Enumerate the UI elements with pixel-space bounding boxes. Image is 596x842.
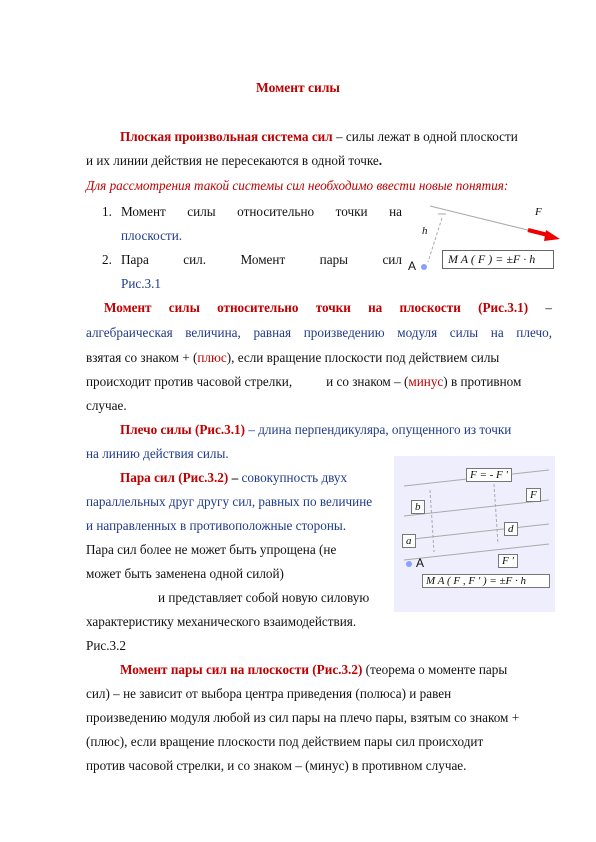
force-line-3 [404,524,549,540]
point-a-label: A [408,259,417,273]
equality-label: F = - F ' [466,468,512,482]
figure-3-1 [402,200,562,280]
paragraph-3-line-2: на линию действия силы. [86,446,229,461]
force-line-4 [404,544,549,560]
force-label-f: F [526,488,541,502]
list-word: сил [382,252,402,267]
term-word: на [368,300,383,315]
list-word: Момент [240,252,286,267]
text-segment: – длина перпендикуляра, опущенного из точки [245,422,512,437]
term-word: плоскости [399,300,461,315]
label-a-lower: a [402,534,416,548]
point-a-dot [421,264,427,270]
paragraph-1-text-2: и их линии действия не пересекаются в одной точке [86,153,379,168]
point-a-dot [406,561,412,567]
figure-3-2 [394,456,555,612]
page-title: Момент силы [256,80,340,95]
paragraph-5-line-5: против часовой стрелки, и со знаком – (минус) в противном случае. [86,758,467,773]
term-word: силы [168,300,200,315]
paragraph-1-line-1 [120,129,518,145]
moment-formula-1: M A ( F ) = ±F · h [442,250,554,269]
paragraph-4-line-4: Пара сил более не может быть упрощена (не [86,542,337,557]
force-arrow-head [544,230,560,241]
paragraph-4-line-8: Рис.3.2 [86,638,127,653]
plus-word: плюс [197,350,227,365]
paragraph-1-period: . [378,153,383,168]
lever-arm-line [428,218,442,262]
paragraph-4-line-7: характеристику механического взаимодействия. [86,614,357,629]
minus-word: минус [408,374,444,389]
paragraph-3-line-1 [120,422,511,438]
list-item-1-line-2: плоскости. [121,228,183,243]
label-b: b [411,500,425,514]
paragraph-4-line-5: может быть заменена одной силой) [86,566,284,581]
term-lever-arm: Плечо силы (Рис.3.1) [120,422,246,437]
force-label-f-prime: F ' [498,554,518,568]
dash: – [228,470,242,485]
label-d: d [504,522,518,536]
paragraph-2-line-2: алгебраическая величина, равная произведению модуля силы на плечо, [86,325,552,340]
term-word: точки [315,300,351,315]
text-segment: и со знаком – ( [326,374,409,389]
list-word: на [389,204,402,219]
paragraph-4-line-3: и направленных в противоположные стороны. [86,518,347,533]
list-word: относительно [237,204,315,219]
paragraph-5-line-1 [120,662,507,678]
text-segment: взятая со знаком + ( [86,350,198,365]
paragraph-2-line-5: случае. [86,398,127,413]
list-item-1-number: 1. [102,204,112,219]
list-word: сил. [183,252,207,267]
paragraph-2-line-3 [86,350,552,366]
paragraph-5-line-2: сил) – не зависит от выбора центра приведения (полюса) и равен [86,686,452,701]
moment-formula-2: M A ( F , F ' ) = ±F · h [422,574,550,588]
point-a-label: A [416,556,425,570]
list-word: Пара [121,252,149,267]
list-item-1-line-1 [121,204,402,220]
dash: – [545,300,552,315]
paragraph-5-line-3: произведению модуля любой из сил пары на плечо пары, взятым со знаком + [86,710,520,725]
list-item-2-line-2: Рис.3.1 [121,276,162,291]
paragraph-4-line-1 [120,470,347,486]
list-word: Момент [121,204,166,219]
perp-line-2 [494,484,498,544]
term-plane-system: Плоская произвольная система сил [120,129,333,144]
text-segment: ), если вращение плоскости под действием силы [226,350,500,365]
list-item-2-number: 2. [102,252,112,267]
paragraph-4-line-6: и представляет собой новую силовую [158,590,370,605]
list-item-2-line-1 [121,252,402,268]
list-word: пары [319,252,349,267]
text-segment: совокупность двух [241,470,348,485]
term-couple: Пара сил (Рис.3.2) [120,470,229,485]
list-word: силы [187,204,216,219]
term-word: (Рис.3.1) [478,300,529,315]
text-segment: происходит против часовой стрелки, [86,374,293,389]
paragraph-2-line-1 [104,300,552,316]
intro-sentence: Для рассмотрения такой системы сил необходимо ввести новые понятия: [86,178,509,193]
term-word: относительно [217,300,299,315]
text-segment: (теорема о моменте пары [362,662,508,677]
paragraph-2-line-4 [86,374,521,390]
paragraph-5-line-4: (плюс), если вращение плоскости под действием пары сил происходит [86,734,484,749]
lever-label-h: h [422,225,428,237]
force-label-f: F [535,206,542,218]
paragraph-1-line-2 [86,153,382,169]
paragraph-1-text: – силы лежат в одной плоскости [332,129,518,144]
paragraph-4-line-2: параллельных друг другу сил, равных по величине [86,494,373,509]
text-segment: ) в противном [443,374,522,389]
term-couple-moment: Момент пары сил на плоскости (Рис.3.2) [120,662,363,677]
term-word: Момент [104,300,152,315]
force-line-2 [404,500,549,516]
perp-line-1 [430,490,434,552]
list-word: точки [335,204,368,219]
